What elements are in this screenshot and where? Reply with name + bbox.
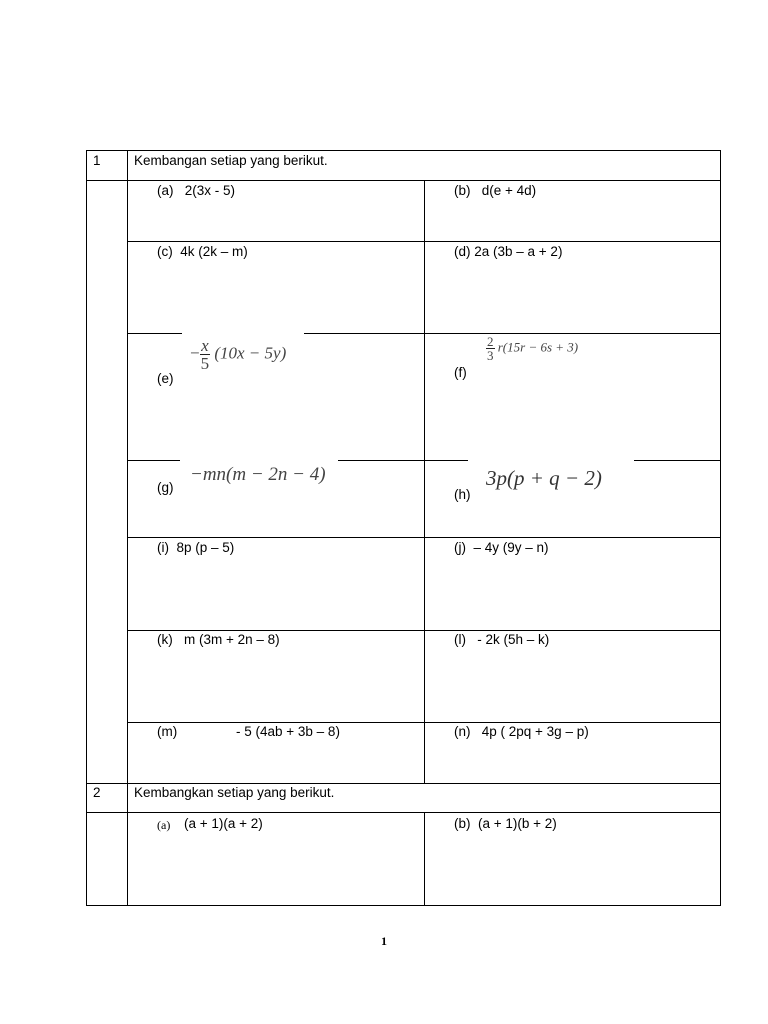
fraction-denominator: 3 bbox=[487, 348, 494, 363]
item-h-formula: 3p(p + q − 2) bbox=[486, 466, 602, 490]
item-l: (l) - 2k (5h – k) bbox=[454, 632, 550, 647]
item-a-label: (a) bbox=[157, 818, 171, 832]
number-column-divider bbox=[127, 150, 128, 906]
table-border-left bbox=[86, 150, 87, 906]
table-border-top bbox=[86, 150, 721, 151]
item-n: (n) 4p ( 2pq + 3g – p) bbox=[454, 724, 589, 739]
question-number: 2 bbox=[93, 785, 101, 800]
table-border-bottom bbox=[86, 905, 721, 906]
item-h-label: (h) bbox=[454, 487, 471, 502]
row-divider bbox=[86, 180, 721, 181]
fraction-numerator: x bbox=[201, 336, 209, 355]
fraction-denominator: 5 bbox=[200, 354, 210, 373]
column-divider bbox=[424, 180, 425, 784]
item-e-formula bbox=[190, 337, 286, 372]
fraction bbox=[200, 337, 211, 372]
page-number: 1 bbox=[381, 934, 387, 948]
item-f-formula bbox=[486, 335, 578, 362]
table-border-right bbox=[720, 150, 721, 906]
item-m-expression: - 5 (4ab + 3b – 8) bbox=[236, 724, 340, 739]
item-a: (a + 1)(a + 2) bbox=[184, 816, 263, 831]
item-e-label: (e) bbox=[157, 371, 174, 386]
formula-body: (10x − 5y) bbox=[214, 343, 287, 363]
fraction bbox=[486, 335, 495, 362]
column-divider bbox=[424, 812, 425, 906]
question-instruction: Kembangan setiap yang berikut. bbox=[134, 153, 328, 168]
item-m-label: (m) bbox=[157, 724, 178, 739]
item-a: (a) 2(3x - 5) bbox=[157, 183, 236, 198]
fraction-numerator: 2 bbox=[487, 334, 494, 349]
formula-body: r(15r − 6s + 3) bbox=[497, 339, 579, 355]
item-c: (c) 4k (2k – m) bbox=[157, 244, 248, 259]
row-divider bbox=[86, 783, 721, 784]
item-i: (i) 8p (p – 5) bbox=[157, 540, 235, 555]
item-g-label: (g) bbox=[157, 480, 174, 495]
question-number: 1 bbox=[93, 153, 101, 168]
item-k: (k) m (3m + 2n – 8) bbox=[157, 632, 280, 647]
minus-sign: − bbox=[190, 343, 200, 363]
item-b: (b) d(e + 4d) bbox=[454, 183, 537, 198]
question-instruction: Kembangkan setiap yang berikut. bbox=[134, 785, 335, 800]
item-g-formula: −mn(m − 2n − 4) bbox=[190, 464, 326, 485]
item-j: (j) – 4y (9y – n) bbox=[454, 540, 549, 555]
item-f-label: (f) bbox=[454, 365, 467, 380]
item-d: (d) 2a (3b – a + 2) bbox=[454, 244, 563, 259]
row-divider bbox=[86, 812, 721, 813]
item-b: (b) (a + 1)(b + 2) bbox=[454, 816, 557, 831]
